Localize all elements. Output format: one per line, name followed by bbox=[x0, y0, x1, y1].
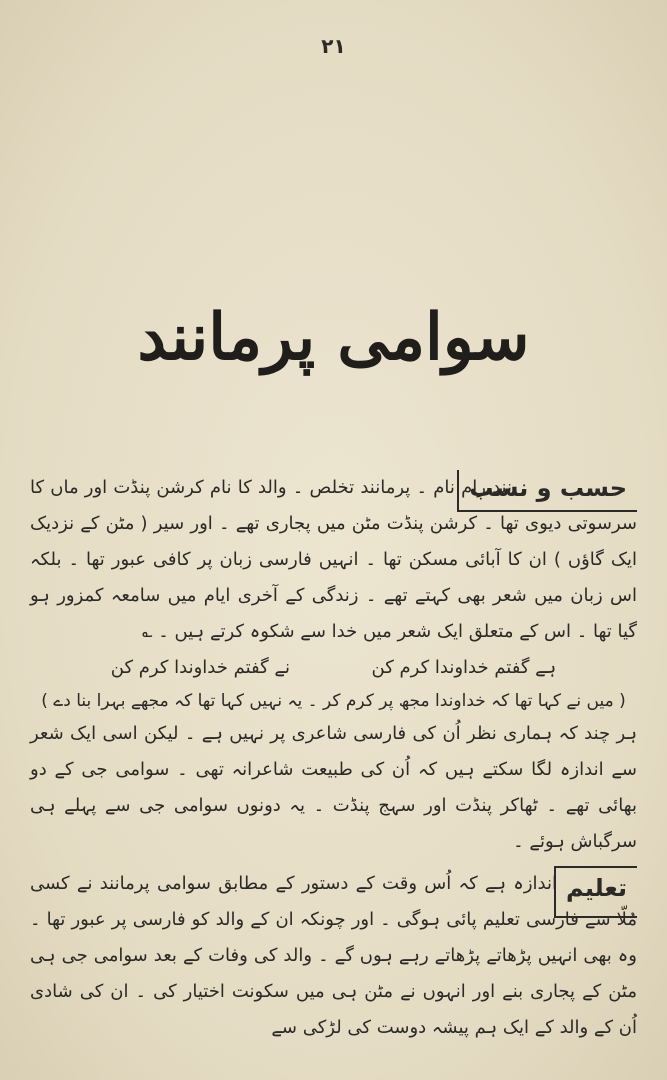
text-line: لگا سکتے ہیں کہ اُن کی طبیعت شاعرانہ تھی ۔ سوامی جی کے دو بھائی تھے ۔ ٹھاکر پنڈت اور bbox=[30, 759, 637, 816]
text-line: سرسوتی دیوی تھا ۔ کرشن پنڈت مٹن میں پجاری تھے ۔ اور سیر ( مٹن کے نزدیک ایک bbox=[30, 513, 637, 570]
page-number: ۲۱ bbox=[321, 34, 346, 58]
section-education bbox=[30, 866, 637, 1046]
paragraph bbox=[30, 866, 637, 1046]
text-line: اندازہ ہے کہ اُس وقت کے دستور کے مطابق سوامی پرمانند نے کسی مُلّا سے فارسی bbox=[30, 873, 637, 930]
verse-translation: ( میں نے کہا تھا کہ خداوندا مجھ پر کرم کر ۔ یہ نہیں کہا تھا کہ مجھے بہرا بنا دے ) bbox=[41, 691, 626, 711]
section-lineage bbox=[30, 470, 637, 860]
section-heading-lineage: حسب و نسب bbox=[457, 470, 637, 512]
text-line: ہر چند کہ ہماری نظر اُن کی فارسی شاعری پر نہیں ہے ۔ لیکن اسی ایک شعر سے اندازہ bbox=[30, 723, 638, 780]
verse-hemistich-2: نے گفتم خداوندا کرم کن bbox=[110, 657, 290, 678]
persian-verse bbox=[30, 652, 637, 684]
text-line: تعلیم پائی ہوگی ۔ اور چونکہ ان کے والد کو فارسی پر عبور تھا ۔ وہ بھی انہیں پڑھاتے bbox=[30, 909, 637, 966]
body-text bbox=[30, 470, 637, 1046]
text-line: مٹن ہی میں سکونت اختیار کی ۔ ان کی شادی اُن کے والد کے ایک ہم پیشہ دوست کی لڑکی سے bbox=[30, 981, 637, 1038]
text-line: خدا سے شکوہ کرتے ہیں ۔ ؎ bbox=[142, 621, 358, 642]
text-line: سہج پنڈت ۔ یہ دونوں سوامی جی سے پہلے ہی سرگباش ہوئے ۔ bbox=[30, 795, 637, 852]
paragraph bbox=[30, 716, 637, 860]
verse-hemistich-1: ہے گفتم خداوندا کرم کن bbox=[371, 657, 557, 678]
text-line: کہتے تھے ۔ زندگی کے آخری ایام میں سامعہ کمزور ہو گیا تھا ۔ اس کے متعلق ایک شعر میں bbox=[30, 585, 637, 642]
text-line: پڑھاتے رہے ہوں گے ۔ والد کی وفات کے بعد سوامی جی ہی مٹن کے پجاری بنے اور انہوں نے bbox=[30, 945, 637, 1002]
text-line: نند رام نام ۔ پرمانند تخلص ۔ والد کا نام کرشن پنڈت اور ماں کا bbox=[30, 477, 512, 498]
section-heading-education: تعلیم bbox=[554, 866, 637, 918]
chapter-title: سوامی پرمانند bbox=[137, 300, 530, 375]
text-line: گاؤں ) ان کا آبائی مسکن تھا ۔ انہیں فارسی زبان پر کافی عبور تھا ۔ بلکہ اس زبان میں شعر بھی bbox=[30, 549, 637, 606]
